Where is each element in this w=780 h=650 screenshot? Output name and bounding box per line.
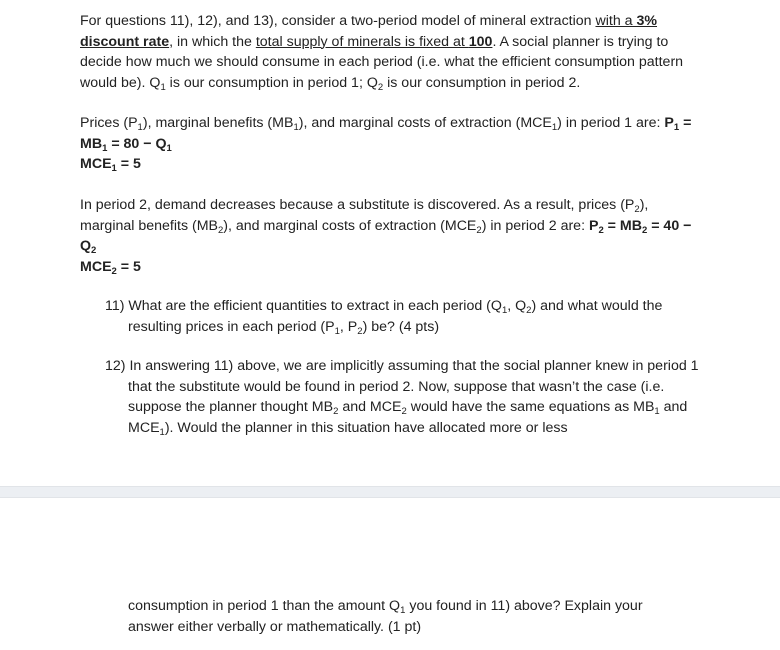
intro-text: with a	[595, 13, 637, 29]
subscript: 1	[501, 305, 508, 316]
intro-text: . A social planner is trying to decide how much we should consume in each period (i.e. what the efficient consumption pattern would be). Q	[80, 33, 684, 91]
q12-text: and MCE	[128, 399, 688, 436]
subscript: 1	[160, 81, 166, 93]
question-11	[105, 296, 713, 337]
q12-text: and MCE	[338, 399, 402, 415]
eq-part: = 5	[116, 156, 141, 172]
question-12-continued	[128, 596, 688, 637]
eq-part: = 40 − Q	[80, 217, 692, 254]
eq-part: = 5	[116, 258, 141, 275]
period1-paragraph	[80, 113, 700, 175]
eq-part: P	[588, 217, 599, 234]
subscript: 1	[334, 325, 340, 337]
q12-text: you found in 11) above? Explain your answer either verbally or mathematically. (1 pt)	[128, 598, 643, 635]
eq-part: = MB	[603, 217, 642, 234]
subscript: 2	[598, 224, 604, 236]
subscript: 2	[377, 81, 384, 93]
intro-text: For questions 11), 12), and 13), consider a two-period model of mineral extraction	[80, 13, 596, 29]
subscript: 2	[218, 224, 224, 236]
page-break-divider	[0, 486, 780, 498]
subscript: 1	[166, 142, 172, 154]
subscript: 1	[654, 406, 660, 417]
subscript: 1	[400, 605, 406, 616]
subscript: 2	[111, 265, 117, 277]
q12-text: 12) In answering 11) above, we are implicitly assuming that the social planner knew in period 1 that the substitute would be found in period 2. Now, suppose that wasn’t the case (i.e. suppose the planner thought MB	[105, 358, 699, 415]
eq-part: P	[664, 115, 674, 131]
eq-part: = MB	[80, 115, 692, 152]
subscript: 2	[401, 406, 407, 417]
subscript: 1	[137, 122, 143, 133]
period1-text: Prices (P	[80, 115, 138, 131]
period2-mce-equation	[80, 259, 141, 275]
period2-text: ), and marginal costs of extraction (MCE	[223, 217, 477, 234]
subscript: 2	[526, 305, 532, 316]
eq-part: = 80 − Q	[107, 135, 167, 152]
subscript: 2	[641, 224, 648, 236]
subscript: 2	[634, 204, 640, 215]
period2-paragraph	[80, 195, 700, 277]
q11-text: 11) What are the efficient quantities to extract in each period (Q	[105, 298, 502, 314]
intro-text: is our consumption in period 1; Q	[165, 74, 378, 91]
q11-text: , P	[339, 318, 358, 335]
q12-text: ). Would the planner in this situation have allocated more or less	[164, 419, 568, 436]
subscript: 1	[673, 122, 680, 133]
period1-text: ), marginal benefits (MB	[142, 115, 294, 131]
subscript: 1	[111, 163, 117, 174]
period2-text: In period 2, demand decreases because a substitute is discovered. As a result, prices (P	[80, 197, 635, 213]
period1-text: ), and marginal costs of extraction (MCE	[298, 115, 552, 131]
q12-text: consumption in period 1 than the amount Q	[128, 598, 401, 614]
eq-part: MCE	[80, 156, 112, 172]
q11-text: ) be? (4 pts)	[362, 318, 440, 335]
q11-text: , Q	[507, 298, 527, 314]
q11-text: ) and what would the resulting prices in each period (P	[128, 298, 663, 335]
intro-text: is our consumption in period 2.	[383, 74, 581, 91]
subscript: 2	[91, 245, 97, 256]
period2-text: ), marginal benefits (MB	[80, 197, 649, 234]
subscript: 2	[333, 406, 339, 417]
subscript: 1	[159, 426, 165, 438]
subscript: 2	[357, 325, 363, 337]
discount-rate: 3% discount rate	[80, 13, 658, 50]
period1-text: ) in period 1 are:	[557, 115, 665, 131]
subscript: 1	[293, 122, 299, 133]
intro-paragraph	[80, 11, 700, 93]
subscript: 2	[476, 224, 482, 236]
period1-mce-equation	[80, 156, 141, 172]
intro-text: total supply of minerals is fixed at	[255, 33, 469, 50]
eq-part: MCE	[80, 258, 112, 275]
q12-text: would have the same equations as MB	[406, 399, 655, 415]
supply-emphasis	[256, 34, 493, 50]
subscript: 1	[551, 122, 558, 133]
intro-text: , in which the	[169, 33, 256, 50]
question-12	[105, 356, 713, 438]
period2-text: ) in period 2 are:	[481, 217, 589, 234]
total-supply: 100	[468, 33, 493, 50]
subscript: 1	[102, 142, 108, 154]
